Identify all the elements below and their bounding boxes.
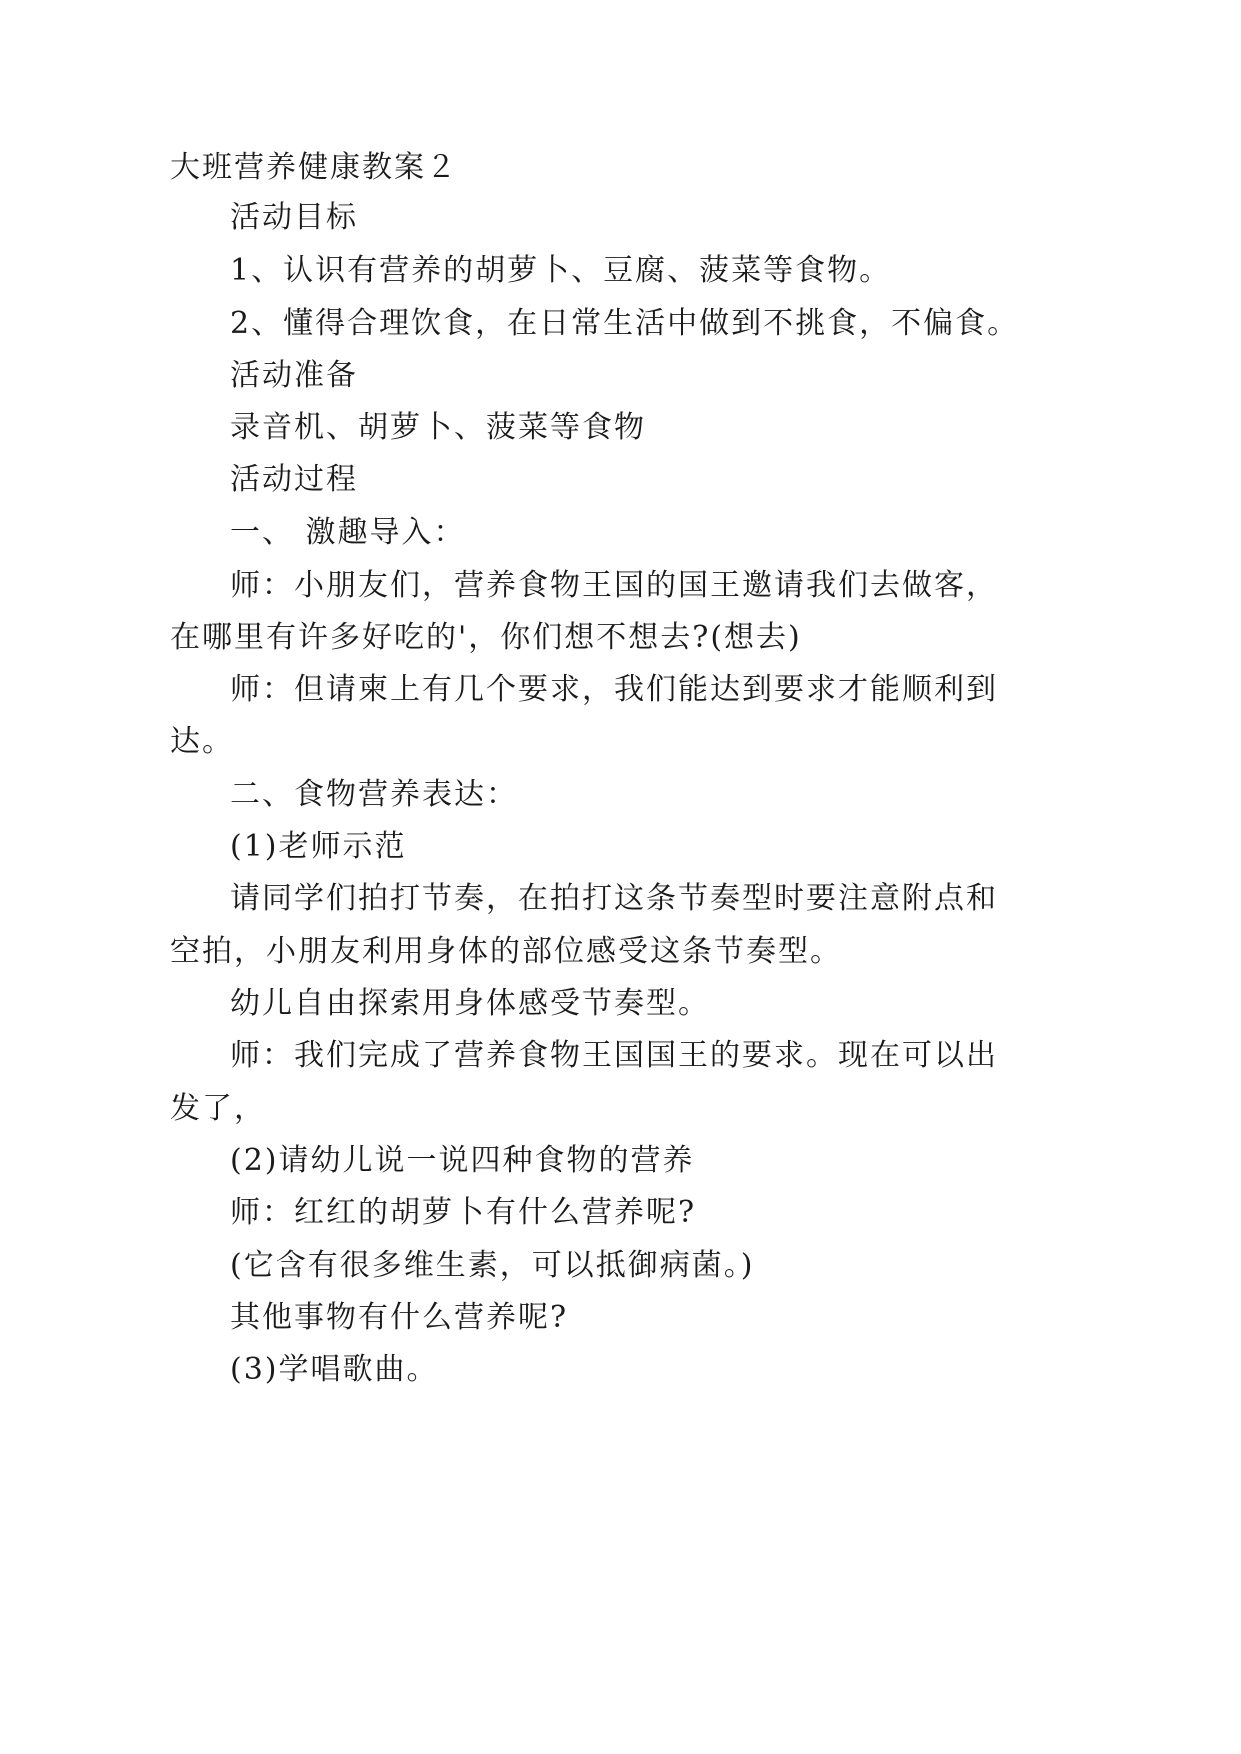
text-line: 一、 激趣导入： <box>230 515 466 550</box>
text-line: 1、认识有营养的胡萝卜、豆腐、菠菜等食物。 <box>230 253 892 288</box>
text-line: (它含有很多维生素，可以抵御病菌。) <box>230 1248 755 1283</box>
section-heading-preparation: 活动准备 <box>230 358 358 393</box>
text-line: (2)请幼儿说一说四种食物的营养 <box>230 1143 695 1178</box>
text-line: 空拍，小朋友利用身体的部位感受这条节奏型。 <box>170 934 842 969</box>
text-line: 录音机、胡萝卜、菠菜等食物 <box>230 410 646 445</box>
text-line: 其他事物有什么营养呢? <box>230 1300 569 1335</box>
text-line: 发了， <box>170 1091 266 1126</box>
document-title: 大班营养健康教案２ <box>170 150 458 185</box>
text-line: 请同学们拍打节奏，在拍打这条节奏型时要注意附点和 <box>230 881 998 916</box>
text-line: (1)老师示范 <box>230 829 407 864</box>
text-line: 达。 <box>170 724 234 759</box>
text-line: 师：红红的胡萝卜有什么营养呢? <box>230 1195 697 1230</box>
text-line: 师：小朋友们，营养食物王国的国王邀请我们去做客， <box>230 568 998 603</box>
section-heading-process: 活动过程 <box>230 462 358 497</box>
text-line: 在哪里有许多好吃的'，你们想不想去?(想去) <box>170 620 802 655</box>
text-line: 师：我们完成了营养食物王国国王的要求。现在可以出 <box>230 1038 998 1073</box>
text-line: 二、食物营养表达： <box>230 777 518 812</box>
text-line: (3)学唱歌曲。 <box>230 1352 439 1387</box>
text-line: 幼儿自由探索用身体感受节奏型。 <box>230 986 710 1021</box>
section-heading-goals: 活动目标 <box>230 200 358 235</box>
text-line: 师：但请柬上有几个要求，我们能达到要求才能顺利到 <box>230 672 998 707</box>
text-line: 2、懂得合理饮食，在日常生活中做到不挑食，不偏食。 <box>230 306 1020 341</box>
